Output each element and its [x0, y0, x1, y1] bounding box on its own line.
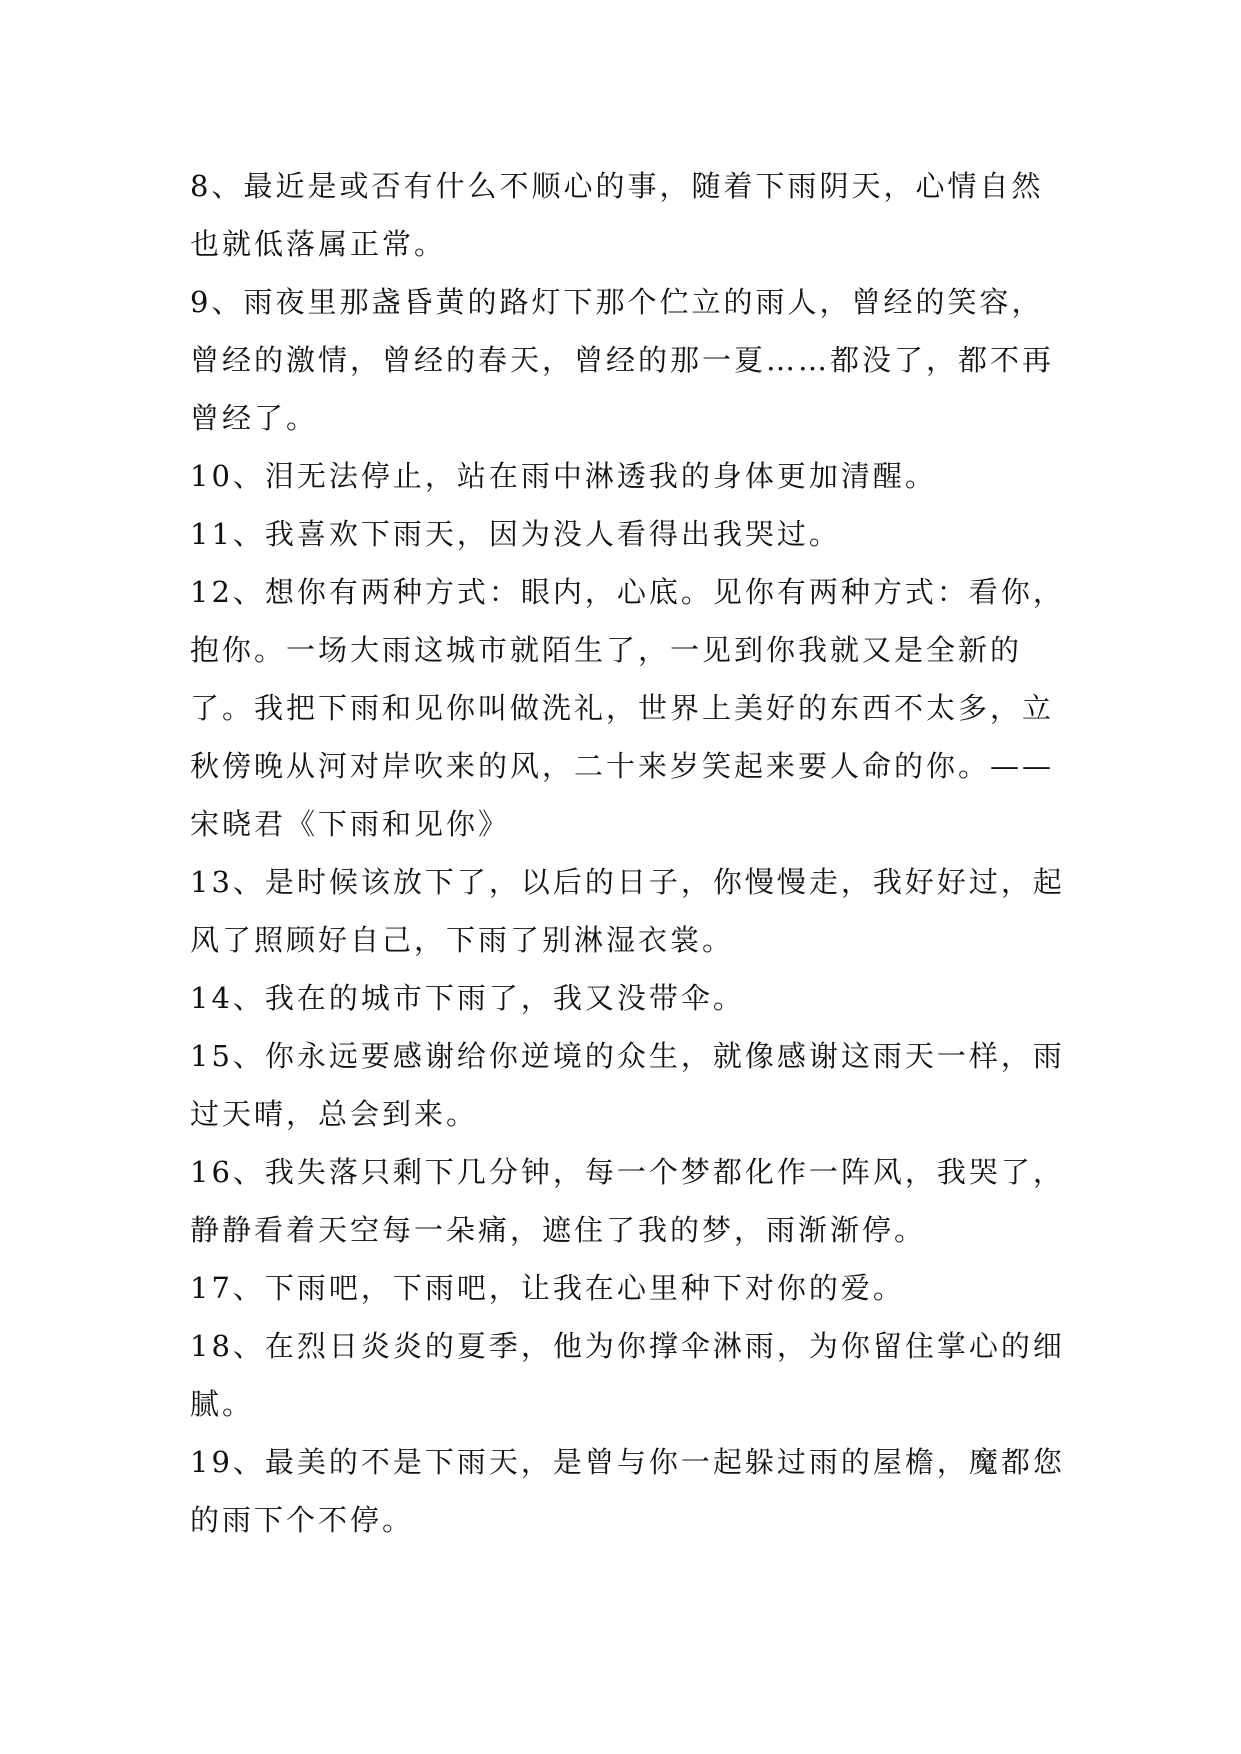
paragraph-17: 17、下雨吧，下雨吧，让我在心里种下对你的爱。 [190, 1271, 905, 1305]
paragraph-13: 13、是时候该放下了，以后的日子，你慢慢走，我好好过，起风了照顾好自己，下雨了别淋湿衣裳。 [190, 865, 1065, 957]
document-body [190, 157, 1070, 1549]
paragraph-19: 19、最美的不是下雨天，是曾与你一起躲过雨的屋檐，魔都您的雨下个不停。 [190, 1445, 1065, 1537]
paragraph-11: 11、我喜欢下雨天，因为没人看得出我哭过。 [190, 517, 841, 551]
paragraph-14: 14、我在的城市下雨了，我又没带伞。 [190, 981, 745, 1015]
paragraph-8: 8、最近是或否有什么不顺心的事，随着下雨阴天，心情自然也就低落属正常。 [190, 169, 1044, 261]
paragraph-12: 12、想你有两种方式：眼内，心底。见你有两种方式：看你，抱你。一场大雨这城市就陌生了，一见到你我就又是全新的了。我把下雨和见你叫做洗礼，世界上美好的东西不太多，立秋傍晚从河对岸吹来的风，二十来岁笑起来要人命的你。——宋晓君《下雨和见你》 [190, 575, 1065, 841]
paragraph-9: 9、雨夜里那盏昏黄的路灯下那个伫立的雨人，曾经的笑容，曾经的激情，曾经的春天，曾经的那一夏……都没了，都不再曾经了。 [190, 285, 1055, 435]
paragraph-15: 15、你永远要感谢给你逆境的众生，就像感谢这雨天一样，雨过天晴，总会到来。 [190, 1039, 1065, 1131]
paragraph-18: 18、在烈日炎炎的夏季，他为你撑伞淋雨，为你留住掌心的细腻。 [190, 1329, 1065, 1421]
paragraph-10: 10、泪无法停止，站在雨中淋透我的身体更加清醒。 [190, 459, 937, 493]
paragraph-16: 16、我失落只剩下几分钟，每一个梦都化作一阵风，我哭了，静静看着天空每一朵痛，遮住了我的梦，雨渐渐停。 [190, 1155, 1065, 1247]
